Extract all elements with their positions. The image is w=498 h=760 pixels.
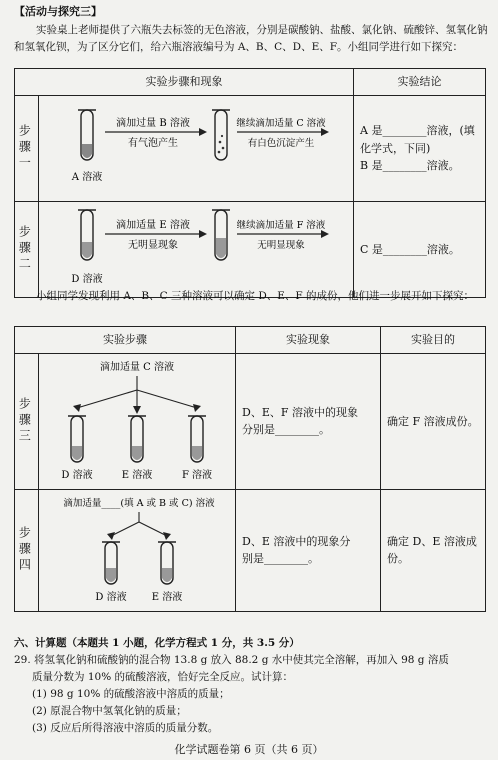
test-tube-icon xyxy=(68,416,86,462)
tube-label-e: E 溶液 xyxy=(151,591,182,603)
step3-diagram xyxy=(39,354,229,484)
step3-phenomenon-line2: 分别是________。 xyxy=(242,423,330,437)
table1-header-steps: 实验步骤和现象 xyxy=(15,69,354,96)
test-tube-icon xyxy=(158,542,176,584)
step2-diagram xyxy=(39,202,339,292)
step4-phenomenon-line1: D、E 溶液中的现象分 xyxy=(242,534,351,548)
step4-phenomenon-line2: 别是________。 xyxy=(242,552,319,566)
tube-label-d: D 溶液 xyxy=(71,273,103,285)
step2-arrow2-bottom-text: 无明显现象 xyxy=(257,239,305,251)
experiment-table-2 xyxy=(14,326,486,612)
test-tube-icon xyxy=(102,542,120,584)
test-tube-icon xyxy=(78,110,96,160)
arrow-down-left-icon xyxy=(77,390,137,408)
step2-arrow1-top-text: 滴加适量 E 溶液 xyxy=(116,219,190,231)
page-footer: 化学试题卷第 6 页（共 6 页） xyxy=(174,743,324,756)
experiment-table-1 xyxy=(14,68,486,298)
tube-label-d: D 溶液 xyxy=(95,591,127,603)
step2-label: 步骤二 xyxy=(17,225,32,274)
middle-paragraph: 小组同学发现利用 A、B、C 三种溶液可以确定 D、E、F 的成份，他们进一步展开如下探究： xyxy=(36,290,475,302)
q29-sub2: (2) 原混合物中氢氧化钠的质量； xyxy=(32,705,187,717)
test-tube-icon xyxy=(128,416,146,462)
q29-line2: 质量分数为 10% 的硫酸溶液，恰好完全反应。试计算： xyxy=(32,671,294,683)
table1-header-conclusion: 实验结论 xyxy=(354,69,486,96)
calc-section-title: 六、计算题（本题共 1 小题，化学方程式 1 分，共 3.5 分） xyxy=(14,637,300,649)
table2-header-steps: 实验步骤 xyxy=(15,327,236,354)
arrow1-bottom-text: 有气泡产生 xyxy=(128,138,179,149)
step2-arrow1-bottom-text: 无明显现象 xyxy=(128,239,179,251)
step1-label: 步骤一 xyxy=(17,124,32,173)
tube-label-f: F 溶液 xyxy=(181,470,212,481)
q29-line1: 29. 将氢氧化钠和硫酸钠的混合物 13.8 g 放入 88.2 g 水中使其完全溶解，再加入 98 g 溶质 xyxy=(14,654,449,666)
test-tube-icon xyxy=(212,110,230,160)
step4-label: 步骤四 xyxy=(17,526,32,575)
step4-top-text: 滴加适量____(填 A 或 B 或 C) 溶液 xyxy=(63,497,215,509)
step1-diagram xyxy=(39,96,339,196)
section-title: 【活动与探究三】 xyxy=(14,5,102,18)
test-tube-icon xyxy=(188,416,206,462)
step4-purpose: 确定 D、E 溶液成份。 xyxy=(381,489,486,611)
arrow-down-left-icon xyxy=(111,522,139,536)
arrow-down-right-icon xyxy=(137,390,197,408)
intro-paragraph: 实验桌上老师提供了六瓶失去标签的无色溶液，分别是碳酸钠、盐酸、氯化钠、硫酸锌、氢氧化钠和氢氧化钡，为了区分它们，给六瓶溶液编号为 A、B、C、D、E、F。小组同学进行如下探究： xyxy=(14,24,488,54)
step4-diagram xyxy=(39,490,229,606)
step1-conclusion-note: 化学式，下同) xyxy=(360,141,431,155)
step1-conclusion-a: A 是________溶液，(填 xyxy=(360,124,475,138)
step3-phenomenon-line1: D、E、F 溶液中的现象 xyxy=(242,405,358,419)
table2-header-purpose: 实验目的 xyxy=(381,327,486,354)
test-tube-icon xyxy=(78,210,96,260)
q29-sub3: (3) 反应后所得溶液中溶质的质量分数。 xyxy=(32,722,219,734)
arrow2-bottom-text: 有白色沉淀产生 xyxy=(247,138,315,149)
arrow-down-right-icon xyxy=(139,522,167,536)
test-tube-icon xyxy=(212,210,230,260)
step2-arrow2-top-text: 继续滴加适量 F 溶液 xyxy=(236,219,326,231)
tube-label-d: D 溶液 xyxy=(61,470,93,481)
step1-conclusion-b: B 是________溶液。 xyxy=(360,159,460,173)
tube-label-e: E 溶液 xyxy=(121,470,152,481)
table2-header-phenomenon: 实验现象 xyxy=(236,327,381,354)
step3-purpose: 确定 F 溶液成份。 xyxy=(381,354,486,490)
step3-label: 步骤三 xyxy=(17,397,32,446)
step2-conclusion-c: C 是________溶液。 xyxy=(360,242,460,256)
arrow1-top-text: 滴加过量 B 溶液 xyxy=(116,118,190,129)
tube-label-a: A 溶液 xyxy=(71,172,103,183)
step3-top-text: 滴加适量 C 溶液 xyxy=(99,362,174,373)
arrow2-top-text: 继续滴加适量 C 溶液 xyxy=(236,118,326,129)
q29-sub1: (1) 98 g 10% 的硫酸溶液中溶质的质量； xyxy=(32,688,230,700)
